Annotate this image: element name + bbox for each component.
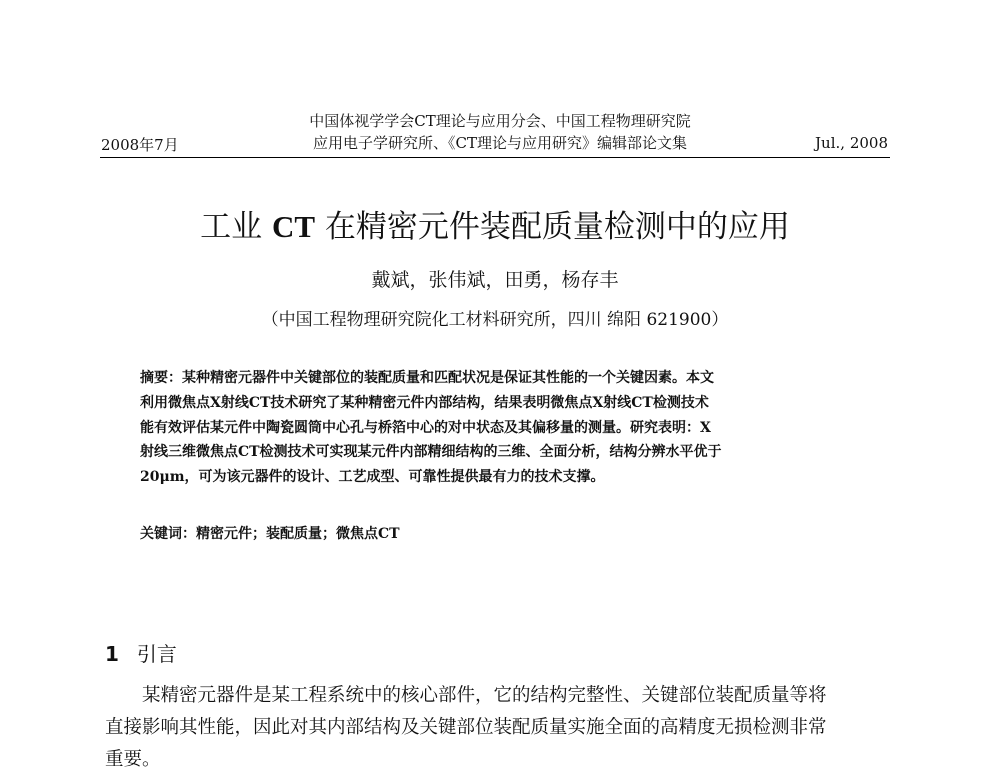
title-prefix: 工业 [200,209,263,245]
section-number: 1 [105,642,119,666]
abstract-line: 利用微焦点X射线CT技术研究了某种精密元件内部结构，结果表明微焦点X射线CT检测技术 [140,394,709,411]
abstract-line: 摘要：某种精密元器件中关键部位的装配质量和匹配状况是保证其性能的一个关键因素。本文 [140,370,714,386]
affiliation: （中国工程物理研究院化工材料研究所，四川 绵阳 621900） [261,310,729,330]
header-line-2: 应用电子学研究所、《CT理论与应用研究》编辑部论文集 [313,134,687,152]
header-date-cn: 2008年7月 [101,136,179,154]
abstract-line: 能有效评估某元件中陶瓷圆筒中心孔与桥箔中心的对中状态及其偏移量的测量。研究表明：X [140,419,711,436]
header-date-en: Jul., 2008 [815,134,888,152]
abstract-line: 射线三维微焦点CT检测技术可实现某元件内部精细结构的三维、全面分析，结构分辨水平优于 [140,444,722,461]
header-line-1: 中国体视学学会CT理论与应用分会、中国工程物理研究院 [309,112,691,130]
section-body [105,680,895,776]
author-list: 戴斌，张伟斌，田勇，杨存丰 [371,269,619,291]
abstract [140,366,850,490]
section-title: 引言 [136,642,177,666]
keywords: 关键词：精密元件；装配质量；微焦点CT [140,526,400,542]
header-rule [100,157,890,158]
title-ct: CT [271,209,316,244]
body-line: 直接影响其性能，因此对其内部结构及关键部位装配质量实施全面的高精度无损检测非常 [105,717,827,738]
abstract-line: 20μm，可为该元器件的设计、工艺成型、可靠性提供最有力的技术支撑。 [140,469,605,486]
section-heading [105,640,177,668]
title-suffix: 在精密元件装配质量检测中的应用 [324,209,790,245]
body-line: 重要。 [105,749,161,770]
paper-title [100,207,890,247]
body-line: 某精密元器件是某工程系统中的核心部件，它的结构完整性、关键部位装配质量等将 [142,685,827,706]
running-header [200,110,800,154]
